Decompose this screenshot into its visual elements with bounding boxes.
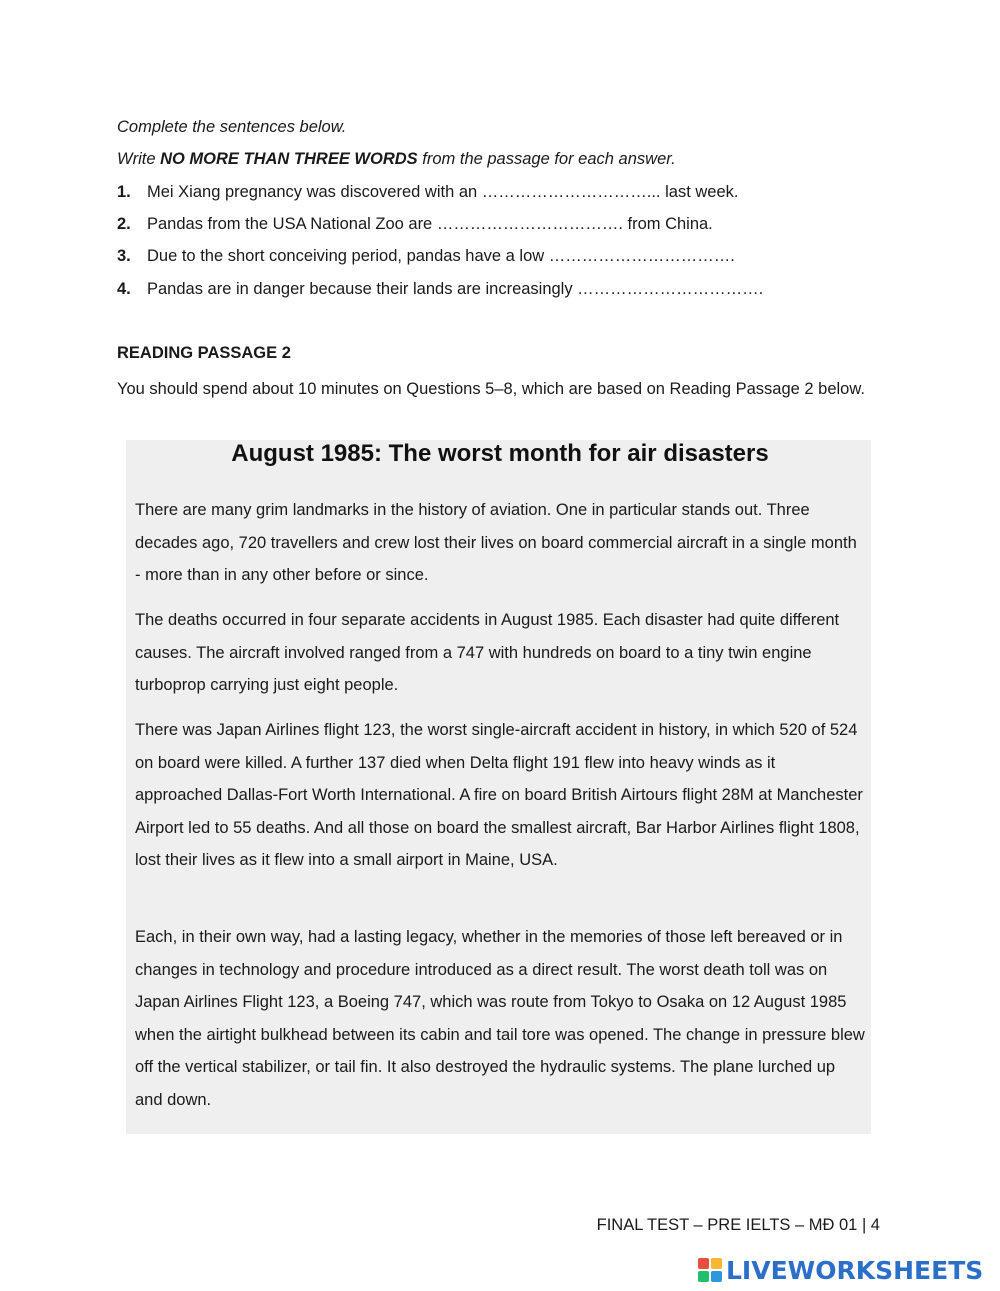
question-item [117,215,713,234]
question-number: 2. [117,215,131,233]
question-text: Pandas from the USA National Zoo are ……………………………. from China. [147,215,713,233]
section-heading: READING PASSAGE 2 [117,344,291,362]
question-text: Mei Xiang pregnancy was discovered with an …………………………... last week. [147,183,739,201]
instruction-pre: Write [117,150,161,168]
article-title: August 1985: The worst month for air disasters [231,440,769,467]
article-paragraph: There are many grim landmarks in the history of aviation. One in particular stands out. Three decades ago, 720 travellers and crew lost their lives on board commercial aircraft in a single month - more than in any other before or since. [135,501,857,584]
liveworksheets-logo-icon [698,1258,722,1282]
question-text: Due to the short conceiving period, pandas have a low ……………………………. [147,247,735,265]
section-description: You should spend about 10 minutes on Questions 5–8, which are based on Reading Passage 2 below. [117,380,865,398]
article-paragraph: There was Japan Airlines flight 123, the worst single-aircraft accident in history, in which 520 of 524 on board were killed. A further 137 died when Delta flight 191 flew into heavy winds as it approached Dallas-Fort Worth International. A fire on board British Airtours flight 28M at Manchester Airport led to 55 deaths. And all those on board the smallest aircraft, Bar Harbor Airlines flight 1808, lost their lives as it flew into a small airport in Maine, USA. [135,721,863,869]
article-paragraph: Each, in their own way, had a lasting legacy, whether in the memories of those left bereaved or in changes in technology and procedure introduced as a direct result. The worst death toll was on Japan Airlines Flight 123, a Boeing 747, which was route from Tokyo to Osaka on 12 August 1985 when the airtight bulkhead between its cabin and tail tore was opened. The change in pressure blew off the vertical stabilizer, or tail fin. It also destroyed the hydraulic systems. The plane lurched up and down. [135,928,865,1109]
brand-logo[interactable] [698,1256,983,1284]
question-number: 3. [117,247,131,265]
question-item [117,183,738,202]
question-number: 4. [117,280,131,298]
question-text: Pandas are in danger because their lands are increasingly ……………………………. [147,280,764,298]
question-number: 1. [117,183,131,201]
question-item [117,247,735,266]
question-item [117,280,763,299]
page-footer: FINAL TEST – PRE IELTS – MĐ 01 | 4 [596,1216,880,1234]
instruction-line-1: Complete the sentences below. [117,118,347,136]
instruction-post: from the passage for each answer. [417,150,676,168]
instruction-line-2 [117,150,676,169]
article-paragraph: The deaths occurred in four separate accidents in August 1985. Each disaster had quite different causes. The aircraft involved ranged from a 747 with hundreds on board to a tiny twin engine turboprop carrying just eight people. [135,611,840,694]
instruction-bold: NO MORE THAN THREE WORDS [160,150,418,168]
brand-text: LIVEWORKSHEETS [726,1255,984,1285]
